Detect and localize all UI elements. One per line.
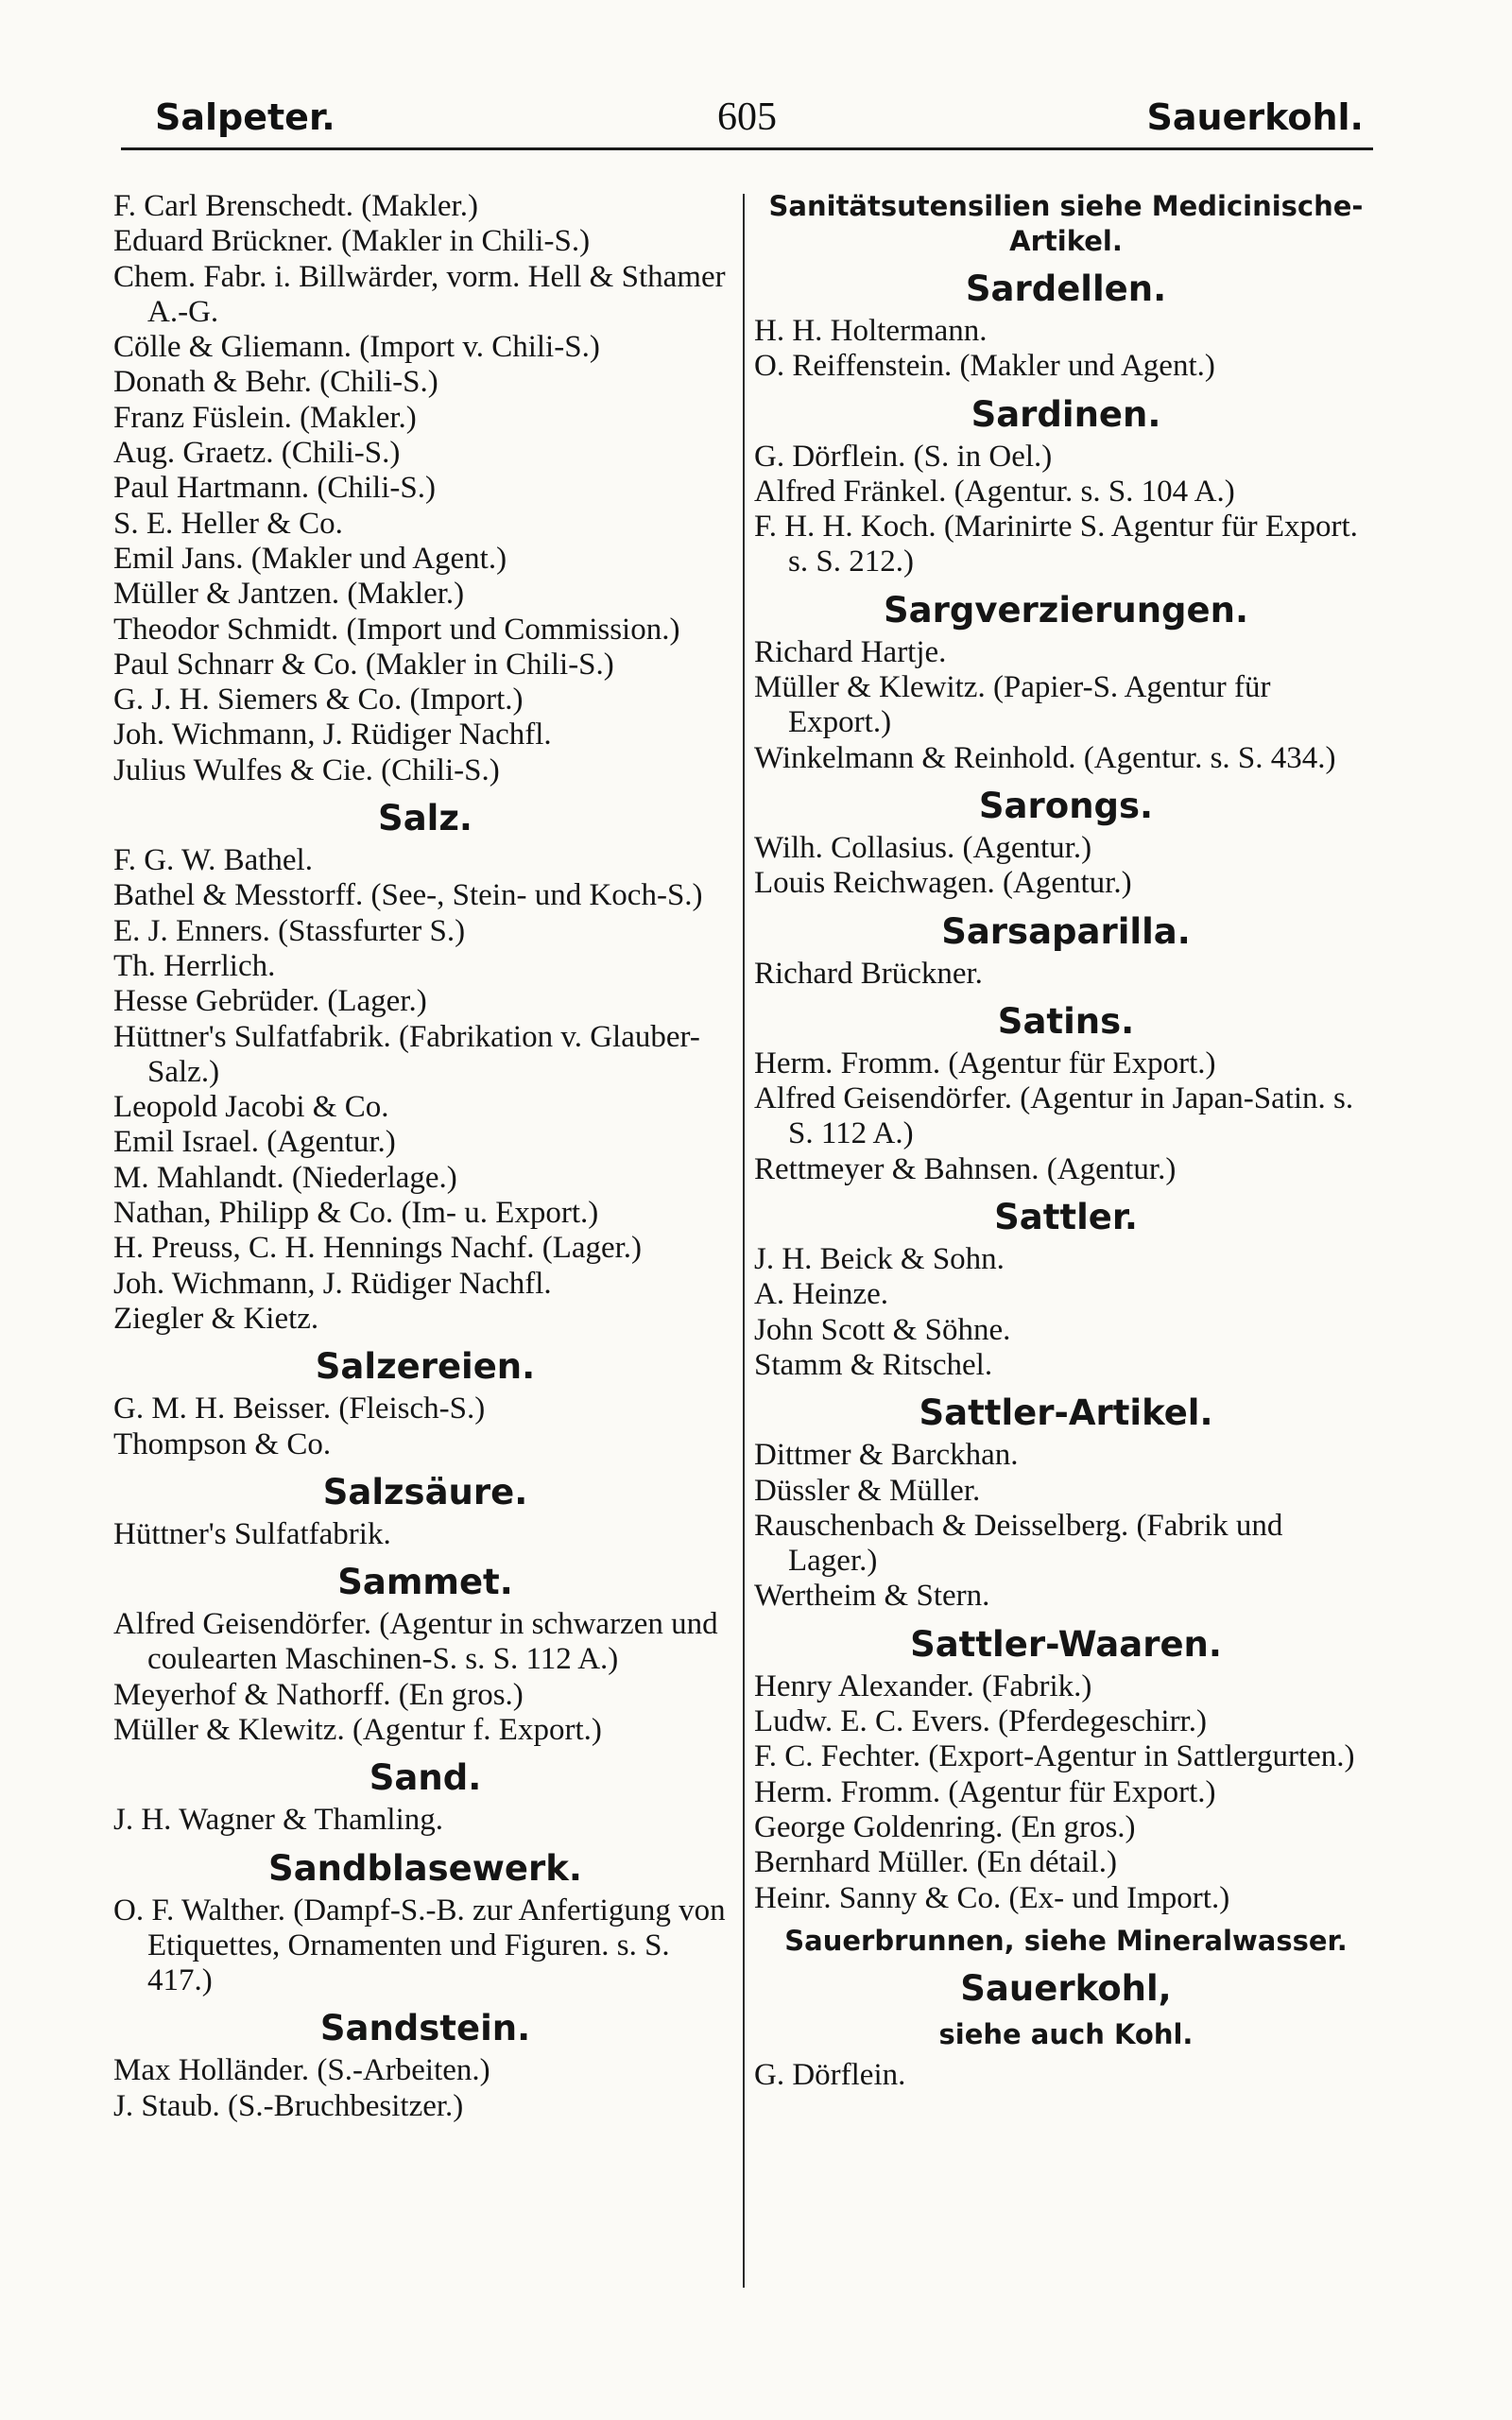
directory-entry: Dittmer & Barckhan.: [754, 1438, 1019, 1473]
column-divider: [743, 194, 745, 2288]
section-heading: Sarongs.: [978, 785, 1154, 826]
directory-entry: Th. Herrlich.: [113, 948, 276, 983]
directory-entry: Meyerhof & Nathorff. (En gros.): [113, 1677, 524, 1712]
directory-entry: Herm. Fromm. (Agentur für Export.): [754, 1774, 1216, 1809]
directory-entry: Richard Brückner.: [754, 956, 983, 991]
directory-entry: Hesse Gebrüder. (Lager.): [113, 984, 427, 1019]
directory-entry: Müller & Klewitz. (Papier-S. Agentur für Export.): [754, 670, 1271, 740]
directory-entry: Alfred Geisendörfer. (Agentur in Japan-Satin. s. S. 112 A.): [754, 1081, 1354, 1151]
directory-entry: G. Dörflein.: [754, 2057, 906, 2092]
left-column: [113, 189, 737, 2124]
directory-entry: Emil Israel. (Agentur.): [113, 1125, 396, 1160]
directory-entry: Paul Schnarr & Co. (Makler in Chili-S.): [113, 647, 614, 682]
directory-entry: H. H. Holtermann.: [754, 314, 988, 348]
directory-entry: Heinr. Sanny & Co. (Ex- und Import.): [754, 1880, 1230, 1915]
directory-entry: F. G. W. Bathel.: [113, 843, 313, 878]
directory-entry: F. Carl Brenschedt. (Makler.): [113, 189, 478, 223]
section-heading: Sandblasewerk.: [268, 1847, 582, 1889]
directory-entry: Rauschenbach & Deisselberg. (Fabrik und Lager.): [754, 1508, 1283, 1579]
section-heading: Sammet.: [337, 1562, 513, 1603]
directory-entry: M. Mahlandt. (Niederlage.): [113, 1160, 457, 1195]
directory-entry: Max Holländer. (S.-Arbeiten.): [113, 2053, 490, 2088]
directory-entry: F. H. H. Koch. (Marinirte S. Agentur für Export. s. S. 212.): [754, 510, 1358, 579]
section-heading: Sattler-Waaren.: [910, 1623, 1222, 1665]
directory-entry: Leopold Jacobi & Co.: [113, 1090, 389, 1125]
section-heading: Sardinen.: [971, 393, 1161, 435]
directory-entry: Franz Füslein. (Makler.): [113, 400, 417, 435]
page-number: 605: [717, 95, 777, 139]
directory-entry: J. H. Beick & Sohn.: [754, 1242, 1005, 1277]
directory-entry: Richard Hartje.: [754, 634, 947, 669]
directory-entry: G. Dörflein. (S. in Oel.): [754, 439, 1053, 474]
header-left-keyword: Salpeter.: [155, 96, 335, 138]
header-rule: [121, 147, 1373, 150]
directory-entry: Louis Reichwagen. (Agentur.): [754, 866, 1132, 901]
directory-entry: Stamm & Ritschel.: [754, 1347, 993, 1382]
directory-entry: Müller & Jantzen. (Makler.): [113, 577, 465, 612]
cross-reference-heading: siehe auch Kohl.: [938, 2017, 1194, 2050]
section-heading: Sattler.: [994, 1197, 1138, 1238]
directory-entry: J. Staub. (S.-Bruchbesitzer.): [113, 2088, 464, 2123]
directory-entry: Henry Alexander. (Fabrik.): [754, 1668, 1092, 1703]
cross-reference-heading: Sanitätsutensilien siehe Medicinische-Artikel.: [768, 190, 1364, 257]
section-heading: Sand.: [369, 1757, 482, 1799]
section-heading: Salzereien.: [315, 1346, 536, 1388]
directory-entry: George Goldenring. (En gros.): [754, 1809, 1136, 1844]
directory-entry: Chem. Fabr. i. Billwärder, vorm. Hell & Sthamer A.-G.: [113, 259, 726, 329]
section-heading: Sargverzierungen.: [883, 589, 1249, 631]
directory-entry: Thompson & Co.: [113, 1426, 332, 1461]
directory-entry: Aug. Graetz. (Chili-S.): [113, 436, 401, 471]
directory-entry: Theodor Schmidt. (Import und Commission.): [113, 612, 680, 647]
directory-entry: Alfred Fränkel. (Agentur. s. S. 104 A.): [754, 474, 1235, 509]
directory-entry: G. J. H. Siemers & Co. (Import.): [113, 683, 524, 717]
directory-entry: Bernhard Müller. (En détail.): [754, 1845, 1117, 1880]
directory-entry: Julius Wulfes & Cie. (Chili-S.): [113, 752, 500, 787]
directory-entry: Nathan, Philipp & Co. (Im- u. Export.): [113, 1196, 599, 1231]
directory-entry: Cölle & Gliemann. (Import v. Chili-S.): [113, 330, 600, 365]
directory-entry: Müller & Klewitz. (Agentur f. Export.): [113, 1712, 602, 1747]
directory-entry: Ludw. E. C. Evers. (Pferdegeschirr.): [754, 1704, 1207, 1739]
section-heading: Sauerkohl,: [960, 1967, 1172, 2009]
directory-entry: S. E. Heller & Co.: [113, 506, 343, 541]
directory-entry: Wilh. Collasius. (Agentur.): [754, 830, 1092, 865]
directory-entry: Joh. Wichmann, J. Rüdiger Nachfl.: [113, 1266, 552, 1301]
header-right-keyword: Sauerkohl.: [1146, 96, 1364, 138]
directory-entry: Joh. Wichmann, J. Rüdiger Nachfl.: [113, 717, 552, 752]
section-heading: Satins.: [997, 1000, 1135, 1042]
directory-entry: Hüttner's Sulfatfabrik. (Fabrikation v. Glauber-Salz.): [113, 1019, 700, 1089]
directory-entry: Hüttner's Sulfatfabrik.: [113, 1516, 391, 1551]
directory-entry: F. C. Fechter. (Export-Agentur in Sattlergurten.): [754, 1739, 1355, 1774]
directory-entry: Rettmeyer & Bahnsen. (Agentur.): [754, 1151, 1177, 1186]
directory-entry: Paul Hartmann. (Chili-S.): [113, 471, 436, 506]
section-heading: Salzsäure.: [322, 1471, 528, 1512]
directory-entry: Winkelmann & Reinhold. (Agentur. s. S. 434.): [754, 740, 1336, 775]
directory-entry: Wertheim & Stern.: [754, 1579, 990, 1614]
directory-entry: Alfred Geisendörfer. (Agentur in schwarzen und coulearten Maschinen-S. s. S. 112 A.): [113, 1607, 718, 1677]
directory-entry: J. H. Wagner & Thamling.: [113, 1803, 443, 1838]
section-heading: Salz.: [378, 798, 472, 839]
directory-entry: O. Reiffenstein. (Makler und Agent.): [754, 349, 1215, 384]
directory-entry: H. Preuss, C. H. Hennings Nachf. (Lager.): [113, 1231, 643, 1266]
directory-entry: Düssler & Müller.: [754, 1473, 981, 1508]
cross-reference-heading: Sauerbrunnen, siehe Mineralwasser.: [784, 1924, 1348, 1957]
directory-entry: E. J. Enners. (Stassfurter S.): [113, 913, 466, 948]
directory-entry: A. Heinze.: [754, 1277, 889, 1312]
directory-entry: G. M. H. Beisser. (Fleisch-S.): [113, 1392, 486, 1426]
directory-entry: Bathel & Messtorff. (See-, Stein- und Koch-S.): [113, 878, 703, 913]
section-heading: Sattler-Artikel.: [919, 1392, 1213, 1434]
section-heading: Sandstein.: [319, 2008, 531, 2049]
directory-entry: John Scott & Söhne.: [754, 1312, 1011, 1347]
directory-entry: Herm. Fromm. (Agentur für Export.): [754, 1046, 1216, 1080]
section-heading: Sarsaparilla.: [941, 910, 1191, 952]
directory-entry: Emil Jans. (Makler und Agent.): [113, 541, 507, 576]
directory-entry: Eduard Brückner. (Makler in Chili-S.): [113, 224, 591, 259]
directory-entry: Ziegler & Kietz.: [113, 1301, 319, 1336]
section-heading: Sardellen.: [965, 268, 1167, 309]
page-header: [121, 87, 1373, 147]
right-column: [754, 189, 1378, 2093]
directory-entry: Donath & Behr. (Chili-S.): [113, 365, 438, 400]
directory-entry: O. F. Walther. (Dampf-S.-B. zur Anfertigung von Etiquettes, Ornamenten und Figuren. s. S. 417.): [113, 1893, 726, 1998]
